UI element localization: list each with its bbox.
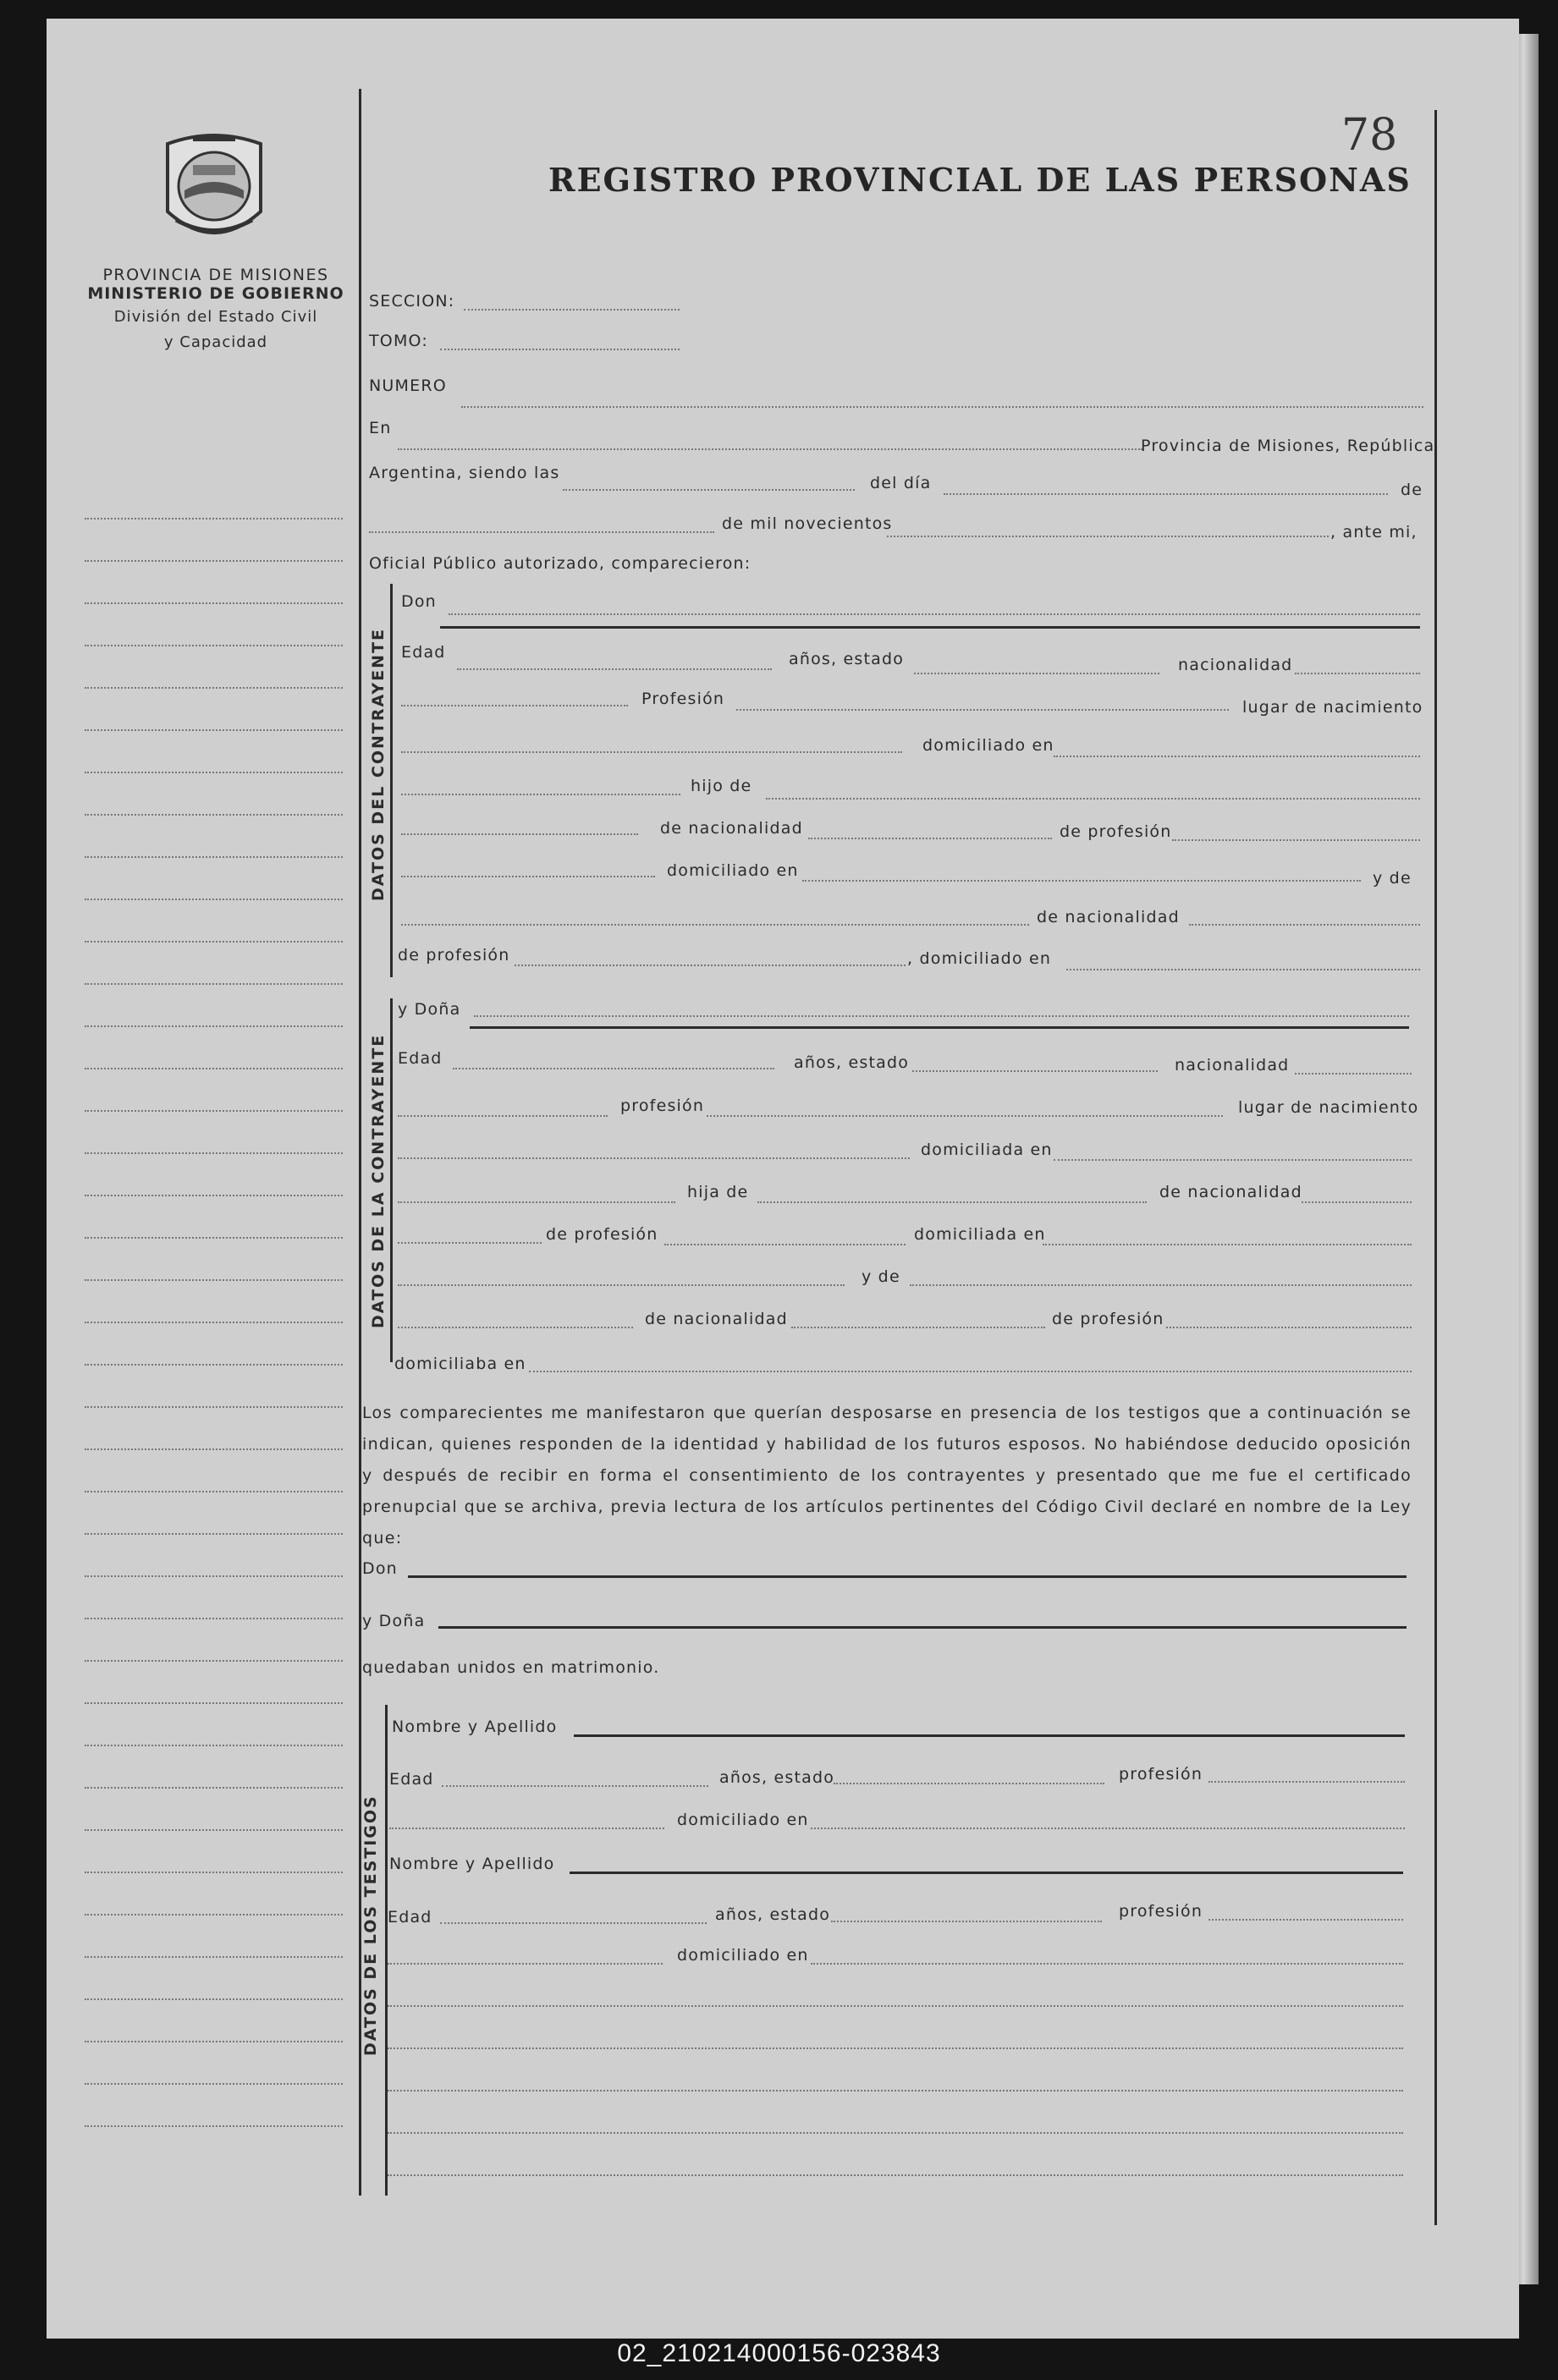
testigo2-nombre-field[interactable] [570,1872,1403,1874]
domiciliaba-label: domiciliaba en [394,1355,526,1373]
padre-domicilio-field[interactable] [802,880,1361,882]
en-label: En [369,419,392,437]
profesion-f-pre-field[interactable] [398,1115,608,1117]
de-nacionalidad-f2-label: de nacionalidad [645,1310,788,1328]
margin-line[interactable] [85,941,343,943]
edad-f-label: Edad [398,1049,443,1068]
testigo1-prof-cont-field[interactable] [389,1828,664,1829]
margin-line[interactable] [85,2083,343,2085]
de-profesion-f2-label: de profesión [1052,1310,1164,1328]
right-margin-rule [1434,110,1437,2225]
y-de-label: y de [1373,869,1412,888]
page-title: REGISTRO PROVINCIAL DE LAS PERSONAS [548,161,1412,199]
de-label: de [1401,481,1423,499]
tomo-field[interactable] [440,349,680,350]
scan-identifier: 02_210214000156-023843 [617,2339,941,2367]
de-profesion-2-label: de profesión [398,946,510,965]
province-name: PROVINCIA DE MISIONES [102,266,329,284]
ante-mi-label: , ante mi, [1330,523,1418,541]
testigo1-estado-field[interactable] [834,1783,1104,1784]
de-profesion-label: de profesión [1060,822,1172,841]
nacionalidad-field[interactable] [1295,673,1420,674]
margin-line[interactable] [85,2125,343,2127]
margin-line[interactable] [85,814,343,816]
margin-line[interactable] [85,645,343,646]
padre-nacionalidad-field[interactable] [808,838,1052,839]
don-underline [440,626,1420,629]
mil-novecientos-label: de mil novecientos [722,514,893,533]
decl-don-field[interactable] [408,1575,1407,1578]
page-number: 78 [1341,110,1398,161]
testigo1-anos-label: años, estado [719,1768,835,1787]
argentina-label: Argentina, siendo las [369,464,560,482]
madre-f-field[interactable] [910,1284,1412,1286]
anos-estado-label: años, estado [789,650,905,668]
margin-line[interactable] [85,1279,343,1281]
padre-profesion-field[interactable] [1172,839,1420,841]
nacionalidad-f-field[interactable] [1295,1073,1412,1075]
testigo1-profesion-field[interactable] [1208,1781,1405,1783]
contrayente-side-label: DATOS DEL CONTRAYENTE [369,628,388,901]
oficial-label: Oficial Público autorizado, comparecieron: [369,554,751,573]
profesion-f-label: profesión [620,1097,705,1115]
testigo-extra-line[interactable] [388,2132,1403,2134]
testigo-extra-line[interactable] [388,2047,1403,2049]
margin-line[interactable] [85,729,343,731]
testigo-extra-line[interactable] [388,2090,1403,2091]
margin-line[interactable] [85,518,343,519]
edad-label: Edad [401,643,446,662]
testigo1-edad-label: Edad [389,1770,434,1789]
seccion-field[interactable] [464,309,680,311]
domicilio-cont-field[interactable] [401,794,680,795]
margin-line[interactable] [85,1618,343,1619]
margin-line[interactable] [85,983,343,985]
dia-field[interactable] [944,493,1388,495]
document-page [47,19,1519,2339]
margin-line[interactable] [85,1322,343,1323]
dona-label: y Doña [398,1000,461,1019]
testigo2-prof-cont-field[interactable] [388,1963,663,1965]
testigo-extra-line[interactable] [388,2005,1403,2007]
margin-line[interactable] [85,1787,343,1789]
testigo1-nombre-label: Nombre y Apellido [392,1718,558,1736]
margin-line[interactable] [85,1998,343,2000]
domiciliada-2-label: domiciliada en [914,1225,1046,1244]
y-de-f-label: y de [862,1267,900,1286]
margin-line[interactable] [85,1914,343,1916]
don-name-field[interactable] [449,613,1420,615]
testigo2-anos-label: años, estado [715,1905,831,1924]
margin-line[interactable] [85,1491,343,1492]
nacimiento-f-field[interactable] [398,1157,910,1159]
madre-field[interactable] [401,924,1029,926]
testigos-side-label: DATOS DE LOS TESTIGOS [361,1795,380,2056]
testigos-section-rule [385,1705,388,2196]
edad-f-field[interactable] [453,1068,774,1069]
padre-prof-cont-field[interactable] [401,876,655,877]
testigo1-domicilio-label: domiciliado en [677,1811,809,1829]
testigo1-domicilio-field[interactable] [811,1828,1405,1829]
estado-f-field[interactable] [912,1070,1158,1072]
margin-line[interactable] [85,1110,343,1112]
numero-field[interactable] [461,406,1423,408]
margin-line[interactable] [85,899,343,900]
domicilio-field[interactable] [1054,756,1420,757]
margin-line[interactable] [85,602,343,604]
provincial-coat-of-arms-icon [159,127,269,254]
numero-label: NUMERO [369,377,447,395]
margin-line[interactable] [85,560,343,562]
dona-underline [470,1026,1409,1029]
margin-line[interactable] [85,1448,343,1450]
del-dia-label: del día [870,474,932,492]
anio-field[interactable] [887,536,1329,537]
margin-line[interactable] [85,1575,343,1577]
margin-line[interactable] [85,1195,343,1196]
division-line-1: División del Estado Civil [113,308,318,326]
margin-line[interactable] [85,1829,343,1831]
testigo2-profesion-label: profesión [1119,1902,1203,1921]
profesion-field[interactable] [736,709,1229,711]
testigo2-domicilio-field[interactable] [811,1963,1403,1965]
institution-header [76,266,355,354]
testigo-extra-line[interactable] [388,2174,1403,2176]
margin-line[interactable] [85,1068,343,1069]
de-nacionalidad-f-label: de nacionalidad [1159,1183,1302,1201]
margin-line[interactable] [85,1956,343,1958]
madre-f-nacionalidad-field[interactable] [791,1327,1045,1328]
testigo1-profesion-label: profesión [1119,1765,1203,1784]
padre-field[interactable] [766,798,1420,800]
testigo1-edad-field[interactable] [442,1785,708,1787]
ministry-name: MINISTERIO DE GOBIERNO [87,284,344,303]
lugar-nacimiento-label: lugar de nacimiento [1242,698,1423,717]
padre-f-domicilio-field[interactable] [1043,1244,1412,1245]
madre-nacionalidad-field[interactable] [1189,924,1420,926]
margin-line[interactable] [85,1152,343,1154]
mes-field[interactable] [369,531,714,533]
margin-line[interactable] [85,1660,343,1662]
edad-field[interactable] [457,668,772,670]
anos-estado-f-label: años, estado [794,1053,910,1072]
margin-line[interactable] [85,2041,343,2042]
contrayenta-side-label: DATOS DE LA CONTRAYENTE [369,1033,388,1328]
margin-line[interactable] [85,687,343,689]
testigo2-estado-field[interactable] [831,1921,1102,1922]
domiciliado-3-label: , domiciliado en [907,949,1052,968]
estado-field[interactable] [914,673,1159,674]
nacimiento-field[interactable] [401,751,902,753]
domiciliado-label: domiciliado en [922,736,1054,755]
padre-cont-field[interactable] [401,833,638,835]
profesion-label: Profesión [641,690,725,708]
margin-line[interactable] [85,1364,343,1366]
margin-line[interactable] [85,1406,343,1408]
padre-f-nacionalidad-field[interactable] [1302,1201,1412,1203]
seccion-label: SECCION: [369,292,455,311]
lugar-nacimiento-f-label: lugar de nacimiento [1238,1098,1419,1117]
provincia-label: Provincia de Misiones, República [1141,437,1435,455]
margin-line[interactable] [85,772,343,773]
division-line-2: y Capacidad [163,333,268,351]
decl-dona-label: y Doña [362,1612,426,1630]
de-profesion-f-label: de profesión [546,1225,658,1244]
hija-de-label: hija de [687,1183,749,1201]
dona-name-field[interactable] [474,1015,1409,1017]
testigo2-nombre-label: Nombre y Apellido [389,1855,555,1873]
hijo-de-label: hijo de [691,777,752,795]
madre-domicilio-field[interactable] [1066,969,1420,970]
lugar-field[interactable] [398,448,1142,450]
profesion-f-field[interactable] [707,1115,1223,1117]
decl-don-label: Don [362,1559,398,1578]
domicilio-f-field[interactable] [1054,1159,1412,1161]
padre-f-nac-cont-field[interactable] [398,1242,542,1244]
nacionalidad-label: nacionalidad [1178,656,1293,674]
padre-f-dom-cont-field[interactable] [398,1284,845,1286]
margin-line[interactable] [85,1745,343,1746]
declaration-paragraph: Los comparecientes me manifestaron que querían desposarse en presencia de los testigos que a continuación se indican, quienes responden de la identidad y habilidad de los futuros esposos. No habiéndose deducido oposición y después de recibir en forma el consentimiento de los contrayentes y presentado que me fue el certificado prenupcial que se archiva, previa lectura de los artículos pertinentes del Código Civil declaré en nombre de la Ley que: [362,1404,1412,1547]
domiciliada-label: domiciliada en [921,1141,1053,1159]
madre-f-domicilio-field[interactable] [529,1371,1412,1372]
hora-field[interactable] [563,489,855,491]
margin-line[interactable] [85,856,343,858]
padre-f-field[interactable] [757,1201,1147,1203]
don-label: Don [401,592,437,611]
contrayenta-section-rule [390,998,393,1362]
testigo2-domicilio-label: domiciliado en [677,1946,809,1965]
domiciliado-2-label: domiciliado en [667,861,799,880]
madre-f-profesion-field[interactable] [1166,1327,1412,1328]
madre-profesion-field[interactable] [515,965,906,966]
padre-f-profesion-field[interactable] [664,1244,906,1245]
domicilio-f-cont-field[interactable] [398,1201,675,1203]
nacionalidad-f-label: nacionalidad [1175,1056,1290,1075]
quedaban-label: quedaban unidos en matrimonio. [362,1658,660,1677]
margin-line[interactable] [85,1533,343,1535]
profesion-pre-field[interactable] [401,705,628,706]
testigo2-profesion-field[interactable] [1208,1919,1403,1921]
testigo2-edad-field[interactable] [440,1922,707,1924]
testigo2-edad-label: Edad [388,1908,432,1927]
decl-dona-field[interactable] [438,1626,1407,1629]
margin-line[interactable] [85,1025,343,1027]
tomo-label: TOMO: [369,332,428,350]
margin-line[interactable] [85,1237,343,1239]
margin-line[interactable] [85,1702,343,1704]
de-nacionalidad-2-label: de nacionalidad [1037,908,1180,926]
madre-f-cont-field[interactable] [398,1327,633,1328]
contrayente-section-rule [390,584,393,977]
de-nacionalidad-label: de nacionalidad [660,819,803,838]
testigo1-nombre-field[interactable] [574,1734,1405,1737]
margin-line[interactable] [85,1872,343,1873]
